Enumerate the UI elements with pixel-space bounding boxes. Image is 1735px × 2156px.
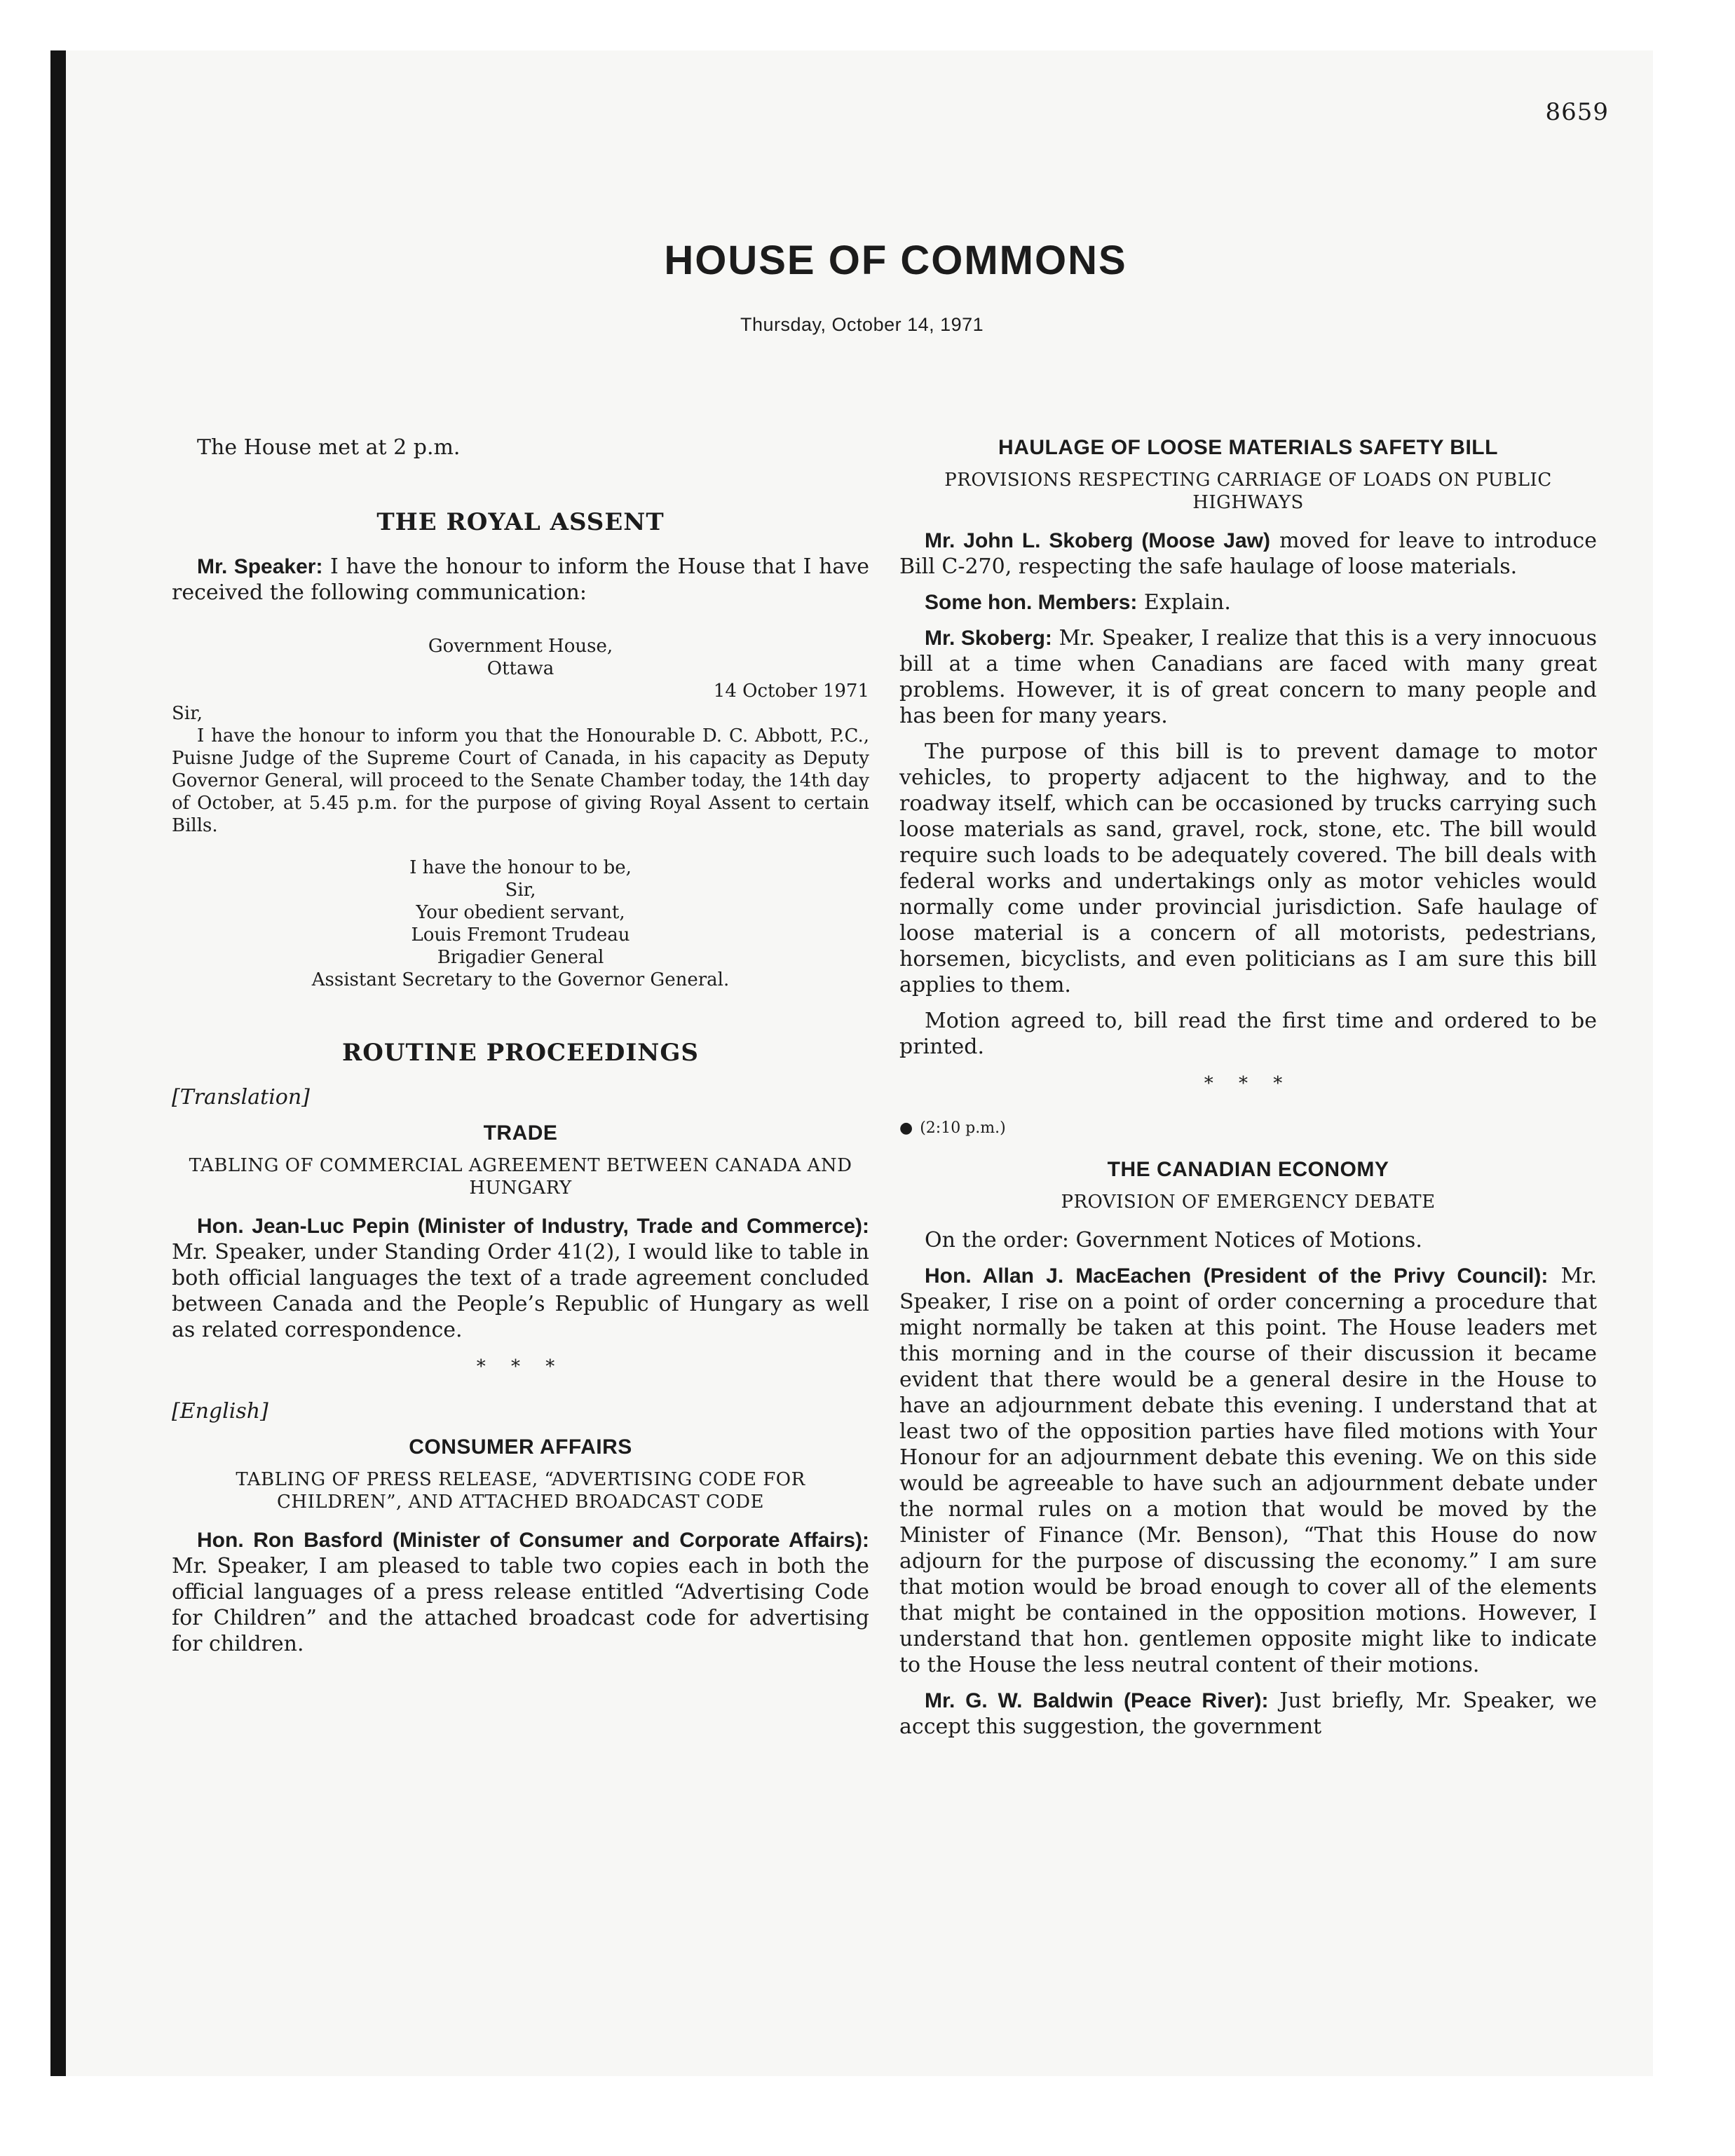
letter-from: Government House,: [428, 636, 613, 657]
members-name: Some hon. Members:: [925, 591, 1138, 614]
english-note: [English]: [172, 1399, 268, 1424]
date-line: Thursday, October 14, 1971: [740, 314, 984, 335]
page-number: 8659: [1545, 98, 1609, 126]
assent-letter: [172, 615, 869, 991]
skoberg-name: Mr. John L. Skoberg (Moose Jaw): [925, 529, 1270, 552]
skoberg-short-name: Mr. Skoberg:: [925, 627, 1052, 650]
letter-rank: Brigadier General: [437, 947, 604, 968]
maceachen-name: Hon. Allan J. MacEachen (President of the Privy Council):: [925, 1264, 1549, 1288]
baldwin-text: Just briefly, Mr. Speaker, we accept this suggestion, the government: [899, 1688, 1598, 1739]
left-column: [172, 435, 869, 1667]
motion-result: Motion agreed to, bill read the first time and ordered to be printed.: [899, 1009, 1597, 1059]
skoberg-statement: [899, 625, 1597, 729]
letter-close: I have the honour to be,: [409, 857, 632, 878]
haulage-subheading: PROVISIONS RESPECTING CARRIAGE OF LOADS ON PUBLIC HIGHWAYS: [944, 470, 1552, 513]
basford-statement: [172, 1527, 869, 1657]
trade-subheading: TABLING OF COMMERCIAL AGREEMENT BETWEEN CANADA AND HUNGARY: [189, 1155, 852, 1199]
translation-note: [Translation]: [172, 1085, 310, 1110]
bullet-icon: ●: [899, 1119, 913, 1137]
skoberg-motion: [899, 528, 1597, 580]
royal-assent-heading: THE ROYAL ASSENT: [376, 508, 665, 536]
basford-name: Hon. Ron Basford (Minister of Consumer and Corporate Affairs):: [197, 1529, 869, 1552]
time-text: (2:10 p.m.): [920, 1119, 1006, 1137]
speaker-name: Mr. Speaker:: [197, 555, 323, 578]
letter-body: I have the honour to inform you that the Honourable D. C. Abbott, P.C., Puisne Judge of the Supreme Court of Canada, in his capacity as Deputy Governor General, will proceed to the Senate Chamber today, the 14th day of October, at 5.45 p.m. for the purpose of giving Royal Assent to certain Bills.: [172, 725, 869, 836]
maceachen-text: Mr. Speaker, I rise on a point of order concerning a procedure that might normally be taken at this point. The House leaders met this morning and in the course of their discussion it became evident that there would be a general desire in the House to have an adjournment debate this evening. I understand that at least two of the opposition parties have filed motions with Your Honour for an adjournment debate this evening. We on this side would be agreeable to have such an adjournment debate under the normal rules on a motion that would be moved by the Minister of Finance (Mr. Benson), “That this House do now adjourn for the purpose of discussing the economy.” I am sure that motion would be broad enough to cover all of the elements that might be contained in the opposition motions. However, I understand that hon. gentlemen opposite might like to indicate to the House the less neutral content of their motions.: [899, 1264, 1597, 1677]
skoberg-motion-text: moved for leave to introduce Bill C-270, respecting the safe haulage of loose materials.: [899, 528, 1597, 579]
section-separator-right: * * *: [1204, 1073, 1293, 1094]
consumer-affairs-subheading: TABLING OF PRESS RELEASE, “ADVERTISING CODE FOR CHILDREN”, AND ATTACHED BROADCAST CODE: [236, 1469, 805, 1513]
pepin-text: Mr. Speaker, under Standing Order 41(2), I would like to table in both official languages the text of a trade agreement concluded between Canada and the People’s Republic of Hungary as well as related correspondence.: [172, 1240, 869, 1342]
basford-text: Mr. Speaker, I am pleased to table two copies each in both the official languages of a press release entitled “Advertising Code for Children” and the attached broadcast code for advertising for children.: [172, 1554, 869, 1656]
pepin-name: Hon. Jean-Luc Pepin (Minister of Industry, Trade and Commerce):: [197, 1215, 869, 1238]
haulage-heading: HAULAGE OF LOOSE MATERIALS SAFETY BILL: [998, 436, 1498, 459]
letter-title: Assistant Secretary to the Governor General.: [311, 969, 730, 990]
section-separator: * * *: [476, 1356, 565, 1377]
letter-close-sir: Sir,: [505, 880, 536, 901]
letter-signature: Louis Fremont Trudeau: [411, 925, 630, 946]
routine-proceedings-heading: ROUTINE PROCEEDINGS: [342, 1039, 699, 1067]
economy-subheading: PROVISION OF EMERGENCY DEBATE: [1061, 1192, 1436, 1213]
baldwin-name: Mr. G. W. Baldwin (Peace River):: [925, 1689, 1269, 1712]
members-text: Explain.: [1137, 590, 1231, 615]
order-line: On the order: Government Notices of Motions.: [925, 1228, 1422, 1253]
scan-edge: [50, 50, 66, 2076]
speaker-statement: [172, 554, 869, 606]
economy-heading: THE CANADIAN ECONOMY: [1107, 1158, 1389, 1181]
speaker-text: I have the honour to inform the House that I have received the following communication:: [172, 554, 870, 605]
maceachen-statement: [899, 1263, 1597, 1678]
letter-city: Ottawa: [487, 658, 554, 679]
letter-date: 14 October 1971: [713, 681, 869, 702]
letter-salutation: Sir,: [172, 703, 203, 724]
opening-line: The House met at 2 p.m.: [197, 435, 461, 460]
skoberg-statement-text: Mr. Speaker, I realize that this is a very innocuous bill at a time when Canadians are faced with many great problems. However, it is of great concern to many people and has been for many years.: [899, 626, 1597, 728]
masthead: HOUSE OF COMMONS: [664, 238, 1127, 283]
letter-servant: Your obedient servant,: [416, 902, 625, 923]
right-column: [899, 435, 1597, 1749]
consumer-affairs-heading: CONSUMER AFFAIRS: [409, 1435, 632, 1459]
pepin-statement: [172, 1213, 869, 1343]
bill-purpose: The purpose of this bill is to prevent damage to motor vehicles, to property adjacent to the highway, and to the roadway itself, which can be occasioned by trucks carrying such loose materials as sand, gravel, rock, stone, etc. The bill would require such loads to be adequately covered. The bill deals with federal works and undertakings only as motor vehicles would normally come under provincial jurisdiction. Safe haulage of loose material is a concern of all motorists, pedestrians, horsemen, bicyclists, and even politicians as I am sure this bill applies to them.: [899, 739, 1597, 997]
members-interjection: [899, 589, 1597, 615]
time-marker: [899, 1115, 1597, 1141]
baldwin-statement: [899, 1688, 1597, 1740]
trade-heading: TRADE: [483, 1121, 558, 1145]
